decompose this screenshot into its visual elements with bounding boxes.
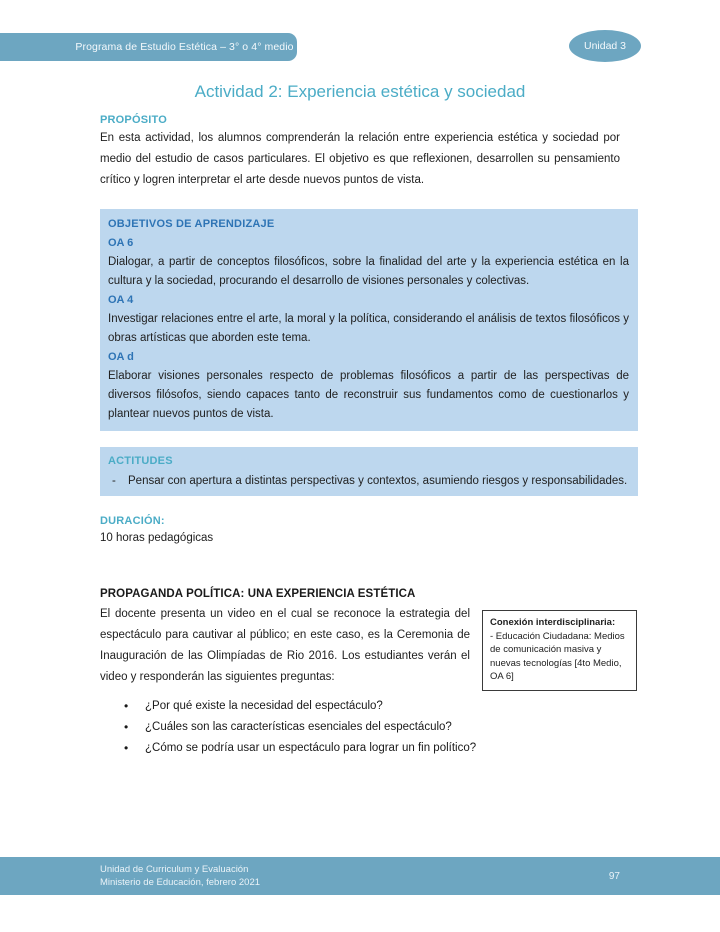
oa-code: OA 6 [108, 237, 134, 249]
oa-text: Elaborar visiones personales respecto de problemas filosóficos a partir de las perspectivas de diversos filósofos, siendo capaces tanto de reconstruir sus fundamentos como de cuestionarlos y plantear nuevos puntos de vista. [108, 370, 629, 420]
oa-item [108, 348, 629, 424]
actitudes-heading: ACTITUDES [108, 455, 173, 467]
page-title: Actividad 2: Experiencia estética y sociedad [194, 82, 526, 101]
note-text: - Educación Ciudadana: Medios de comunicación masiva y nuevas tecnologías [4to Medio, OA 6] [490, 630, 625, 682]
footer-line1: Unidad de Curriculum y Evaluación [100, 864, 249, 875]
program-ribbon-label: Programa de Estudio Estética – 3° o 4° medio [75, 41, 294, 53]
question-item: • ¿Por qué existe la necesidad del espectáculo? [100, 696, 638, 717]
proposito-heading: PROPÓSITO [100, 114, 167, 126]
activity-heading: PROPAGANDA POLÍTICA: UNA EXPERIENCIA ESTÉTICA [100, 588, 416, 600]
oa-item [108, 234, 629, 291]
objetivos-heading: OBJETIVOS DE APRENDIZAJE [108, 218, 275, 230]
actitudes-text: Pensar con apertura a distintas perspectivas y contextos, asumiendo riesgos y responsabilidades. [128, 475, 628, 487]
unit-badge [569, 30, 641, 62]
page-number: 97 [608, 870, 620, 882]
oa-code: OA 4 [108, 294, 134, 306]
document-content [100, 114, 638, 759]
question-item: • ¿Cuáles son las características esenciales del espectáculo? [100, 717, 638, 738]
oa-text: Dialogar, a partir de conceptos filosóficos, sobre la finalidad del arte y la experiencia estética en la cultura y la sociedad, procurando el desarrollo de visiones personales y colectivas. [108, 256, 629, 287]
activity-section [100, 604, 638, 688]
program-ribbon [0, 33, 297, 61]
oa-item [108, 291, 629, 348]
duracion-heading: DURACIÓN: [100, 515, 165, 527]
note-title: Conexión interdisciplinaria: [490, 617, 616, 628]
oa-text: Investigar relaciones entre el arte, la moral y la política, considerando el análisis de textos filosóficos y obras artísticas que aborden este tema. [108, 313, 629, 344]
footer-line2: Ministerio de Educación, febrero 2021 [100, 877, 261, 888]
objetivos-box [100, 209, 638, 431]
oa-code: OA d [108, 351, 134, 363]
footer-credits [100, 863, 260, 889]
activity-text: El docente presenta un video en el cual se reconoce la estrategia del espectáculo para cautivar al público; en este caso, es la Ceremonia de Inauguración de las Olimpíadas de Rio 2016. Los estudiantes verán el video y responderán las siguientes preguntas: [100, 608, 470, 683]
actitudes-item [108, 471, 629, 491]
question-list [100, 696, 638, 759]
interdisciplinary-note-box [482, 610, 637, 691]
dash-marker: - [112, 475, 116, 487]
footer-bar [0, 857, 720, 895]
duracion-text: 10 horas pedagógicas [100, 532, 214, 544]
proposito-text: En esta actividad, los alumnos comprenderán la relación entre experiencia estética y sociedad por medio del estudio de casos particulares. El objetivo es que reflexionen, desarrollen su pensamiento crítico y logren interpretar el arte desde nuevos puntos de vista. [100, 132, 620, 186]
actitudes-box [100, 447, 638, 496]
unit-badge-label: Unidad 3 [583, 40, 627, 52]
question-item: • ¿Cómo se podría usar un espectáculo para lograr un fin político? [100, 738, 638, 759]
